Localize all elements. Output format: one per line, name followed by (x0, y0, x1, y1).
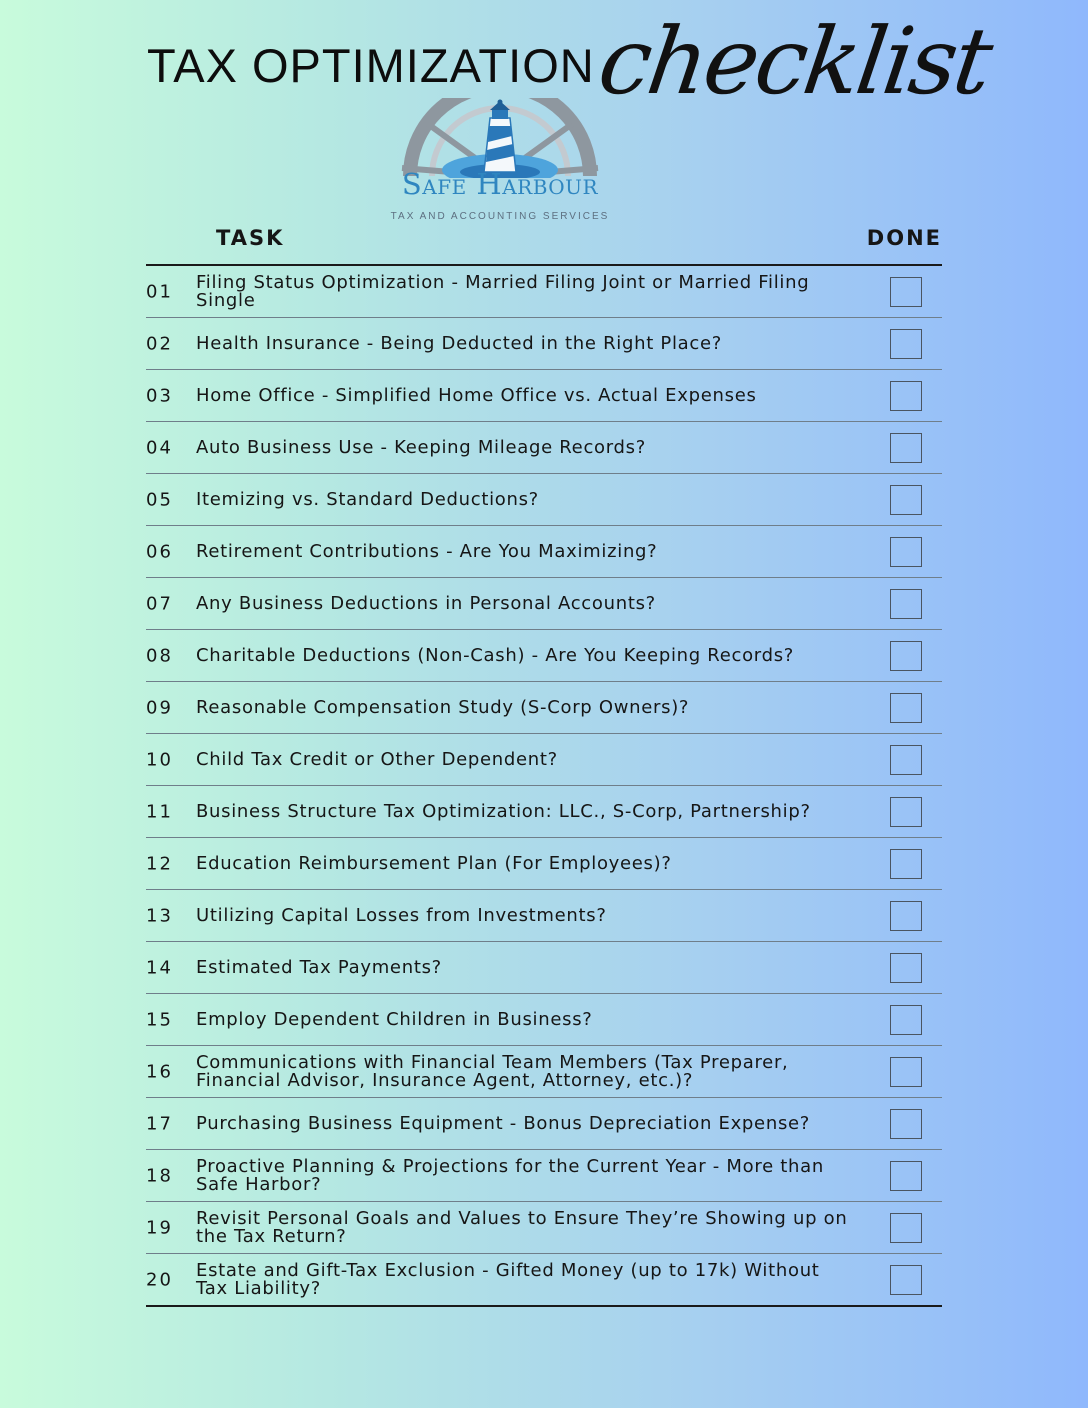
task-number: 10 (146, 749, 173, 770)
checklist-row (146, 318, 942, 370)
logo-name: Safe Harbour (401, 167, 599, 201)
checklist-row (146, 1150, 942, 1202)
checklist-row (146, 630, 942, 682)
task-number: 02 (146, 333, 173, 354)
checklist-row (146, 890, 942, 942)
task-number: 11 (146, 801, 173, 822)
task-text: Auto Business Use - Keeping Mileage Records? (196, 436, 646, 458)
checklist-row (146, 942, 942, 994)
done-checkbox[interactable] (890, 849, 922, 879)
done-checkbox[interactable] (890, 329, 922, 359)
done-checkbox[interactable] (890, 901, 922, 931)
done-checkbox[interactable] (890, 537, 922, 567)
task-text: Proactive Planning & Projections for the Current Year - More than Safe Harbor? (196, 1155, 824, 1195)
task-number: 08 (146, 645, 173, 666)
page-title: TAX OPTIMIZATION (147, 39, 595, 92)
checklist-row (146, 734, 942, 786)
done-column-header: DONE (866, 226, 942, 250)
task-number: 20 (146, 1269, 173, 1290)
task-number: 15 (146, 1009, 173, 1030)
task-text: Charitable Deductions (Non-Cash) - Are You Keeping Records? (196, 644, 795, 666)
task-number: 07 (146, 593, 173, 614)
task-number: 03 (146, 385, 173, 406)
task-number: 14 (146, 957, 173, 978)
done-checkbox[interactable] (890, 1005, 922, 1035)
checklist-script-word: checklist (592, 8, 997, 115)
checklist-row (146, 474, 942, 526)
task-number: 04 (146, 437, 173, 458)
task-text: Purchasing Business Equipment - Bonus Depreciation Expense? (196, 1112, 811, 1134)
checklist-row (146, 1046, 942, 1098)
task-text: Retirement Contributions - Are You Maximizing? (196, 540, 658, 562)
task-text: Communications with Financial Team Members (Tax Preparer, Financial Advisor, Insurance Agent, Attorney, etc.)? (196, 1051, 789, 1091)
done-checkbox[interactable] (890, 1109, 922, 1139)
checklist-row (146, 266, 942, 318)
task-text: Estate and Gift-Tax Exclusion - Gifted Money (up to 17k) Without Tax Liability? (196, 1259, 820, 1299)
task-number: 13 (146, 905, 173, 926)
safe-harbour-logo (382, 98, 618, 228)
task-number: 05 (146, 489, 173, 510)
task-text: Utilizing Capital Losses from Investments? (196, 904, 607, 926)
done-checkbox[interactable] (890, 1213, 922, 1243)
done-checkbox[interactable] (890, 433, 922, 463)
task-number: 01 (146, 281, 173, 302)
task-text: Filing Status Optimization - Married Filing Joint or Married Filing Single (196, 271, 810, 311)
task-number: 19 (146, 1217, 173, 1238)
checklist-row (146, 526, 942, 578)
checklist-row (146, 786, 942, 838)
task-number: 16 (146, 1061, 173, 1082)
checklist-row (146, 370, 942, 422)
task-number: 09 (146, 697, 173, 718)
task-text: Revisit Personal Goals and Values to Ensure They’re Showing up on the Tax Return? (196, 1207, 848, 1247)
done-checkbox[interactable] (890, 485, 922, 515)
task-text: Health Insurance - Being Deducted in the Right Place? (196, 332, 723, 354)
task-number: 12 (146, 853, 173, 874)
done-checkbox[interactable] (890, 1161, 922, 1191)
done-checkbox[interactable] (890, 953, 922, 983)
done-checkbox[interactable] (890, 589, 922, 619)
task-number: 06 (146, 541, 173, 562)
task-text: Itemizing vs. Standard Deductions? (196, 488, 539, 510)
task-number: 17 (146, 1113, 173, 1134)
done-checkbox[interactable] (890, 797, 922, 827)
checklist-row (146, 1202, 942, 1254)
task-text: Reasonable Compensation Study (S-Corp Owners)? (196, 696, 690, 718)
checklist-row (146, 994, 942, 1046)
task-text: Any Business Deductions in Personal Accounts? (196, 592, 656, 614)
done-checkbox[interactable] (890, 277, 922, 307)
task-text: Home Office - Simplified Home Office vs. Actual Expenses (196, 384, 757, 406)
checklist-row (146, 1098, 942, 1150)
done-checkbox[interactable] (890, 1265, 922, 1295)
task-column-header: TASK (216, 226, 285, 250)
checklist-row (146, 1254, 942, 1307)
checklist-row (146, 682, 942, 734)
task-text: Education Reimbursement Plan (For Employees)? (196, 852, 672, 874)
done-checkbox[interactable] (890, 641, 922, 671)
checklist-row (146, 422, 942, 474)
done-checkbox[interactable] (890, 1057, 922, 1087)
checklist-table (146, 264, 942, 1307)
task-text: Employ Dependent Children in Business? (196, 1008, 593, 1030)
task-text: Estimated Tax Payments? (196, 956, 442, 978)
done-checkbox[interactable] (890, 745, 922, 775)
task-text: Child Tax Credit or Other Dependent? (196, 748, 558, 770)
logo-tagline: TAX AND ACCOUNTING SERVICES (390, 211, 610, 222)
checklist-row (146, 578, 942, 630)
task-text: Business Structure Tax Optimization: LLC., S-Corp, Partnership? (196, 800, 811, 822)
lighthouse-icon (382, 98, 618, 178)
checklist-row (146, 838, 942, 890)
task-number: 18 (146, 1165, 173, 1186)
done-checkbox[interactable] (890, 381, 922, 411)
done-checkbox[interactable] (890, 693, 922, 723)
